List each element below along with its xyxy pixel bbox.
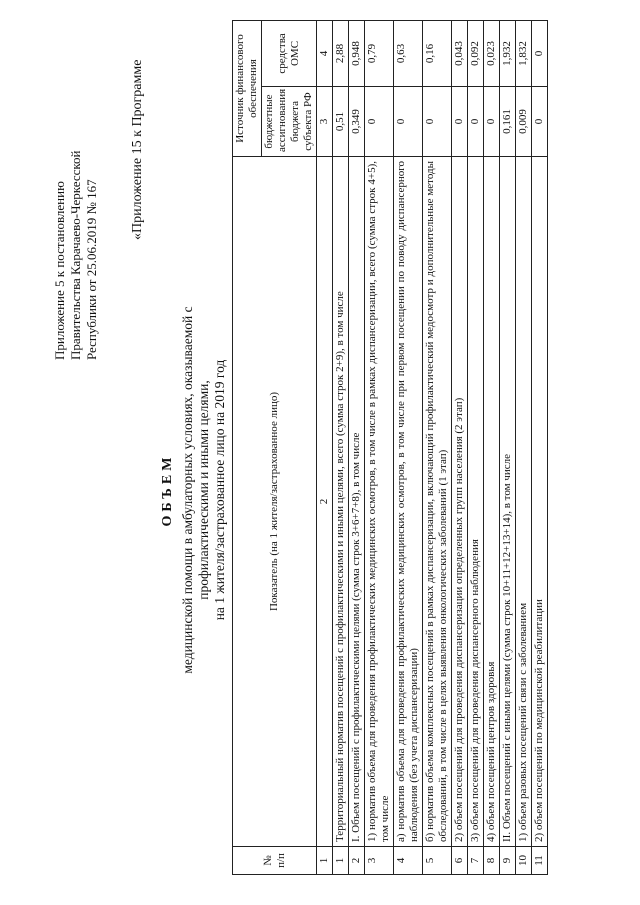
row-budget-value: 0 (484, 87, 500, 157)
row-indicator: 3) объем посещений для проведения диспансерного наблюдения (468, 157, 484, 847)
table-body (333, 21, 548, 875)
table-row (452, 21, 468, 875)
row-indicator: б) норматив объема комплексных посещений в рамках диспансеризации, включающий профилактический медосмотр и дополнительные методы обследований, в том числе в целях выявления онкологических заболеваний (1 этап) (423, 157, 452, 847)
column-index: 4 (317, 21, 333, 87)
row-indicator: II. Объем посещений с иными целями (сумма строк 10+11+12+13+14), в том числе (500, 157, 516, 847)
row-indicator: I. Объем посещений с профилактическими целями (сумма строк 3+6+7+8), в том числе (349, 157, 365, 847)
table-row (516, 21, 532, 875)
row-indicator: 4) объем посещений центров здоровья (484, 157, 500, 847)
column-index: 2 (317, 157, 333, 847)
row-oms-value: 0,63 (394, 21, 423, 87)
appendix-line: Правительства Карачаево-Черкесской (68, 150, 83, 360)
header-oms: средства ОМС (262, 21, 317, 87)
row-number: 10 (516, 847, 532, 875)
table-row (333, 21, 349, 875)
row-oms-value: 0,043 (452, 21, 468, 87)
appendix-note (52, 30, 100, 360)
column-index-row (317, 21, 333, 875)
row-budget-value: 0,009 (516, 87, 532, 157)
row-budget-value: 0 (468, 87, 484, 157)
row-number: 8 (484, 847, 500, 875)
column-index: 1 (317, 847, 333, 875)
table-row (468, 21, 484, 875)
row-oms-value: 0,948 (349, 21, 365, 87)
row-indicator: а) норматив объема для проведения профилактических медицинских осмотров, в том числе при первом посещении по поводу диспансерного наблюдения (без учета диспансеризации) (394, 157, 423, 847)
title-main: ОБЪЕМ (160, 453, 175, 527)
table-row (484, 21, 500, 875)
row-indicator: 1) объем разовых посещений связи с заболеванием (516, 157, 532, 847)
appendix-program-note: «Приложение 15 к Программе (130, 59, 145, 240)
row-oms-value: 0,023 (484, 21, 500, 87)
row-oms-value: 0,79 (365, 21, 394, 87)
row-budget-value: 0,349 (349, 87, 365, 157)
table-row (365, 21, 394, 875)
row-budget-value: 0,51 (333, 87, 349, 157)
appendix-line: Республики от 25.06.2019 № 167 (84, 179, 99, 360)
title-subtitle-line: медицинской помощи в амбулаторных условиях, оказываемой с профилактическими и иными целями, (180, 306, 211, 674)
appendix-line: Приложение 5 к постановлению (52, 181, 67, 360)
table-row (532, 21, 548, 875)
row-budget-value: 0,161 (500, 87, 516, 157)
row-oms-value: 0,16 (423, 21, 452, 87)
row-number: 6 (452, 847, 468, 875)
row-indicator: 1) норматив объема для проведения профилактических медицинских осмотров, в том числе в рамках диспансеризации, всего (сумма строк 4+5), том числе (365, 157, 394, 847)
row-oms-value: 0,092 (468, 21, 484, 87)
row-budget-value: 0 (452, 87, 468, 157)
column-index: 3 (317, 87, 333, 157)
row-indicator: 2) объем посещений для проведения диспансеризации определенных групп населения (2 этап) (452, 157, 468, 847)
row-oms-value: 2,88 (333, 21, 349, 87)
row-oms-value: 1,832 (516, 21, 532, 87)
row-number: 7 (468, 847, 484, 875)
table-row (349, 21, 365, 875)
row-budget-value: 0 (394, 87, 423, 157)
row-budget-value: 0 (423, 87, 452, 157)
row-oms-value: 0 (532, 21, 548, 87)
row-number: 5 (423, 847, 452, 875)
row-budget-value: 0 (532, 87, 548, 157)
row-number: 2 (349, 847, 365, 875)
row-oms-value: 1,932 (500, 21, 516, 87)
document-title (160, 260, 228, 720)
row-budget-value: 0 (365, 87, 394, 157)
row-number: 3 (365, 847, 394, 875)
title-subtitle-line: на 1 жителя/застрахованное лицо на 2019 год (212, 359, 227, 621)
table-row (394, 21, 423, 875)
row-number: 4 (394, 847, 423, 875)
volume-table (232, 20, 548, 875)
row-number: 11 (532, 847, 548, 875)
row-number: 9 (500, 847, 516, 875)
row-indicator: Территориальный норматив посещений с профилактическими и иными целями, всего (сумма строк 2+9), в том числе (333, 157, 349, 847)
table-row (500, 21, 516, 875)
header-num: № п/п (233, 847, 317, 875)
row-number: 1 (333, 847, 349, 875)
header-indicator: Показатель (на 1 жителя/застрахованное лицо) (233, 157, 317, 847)
row-indicator: 2) объем посещений по медицинской реабилитации (532, 157, 548, 847)
header-source: Источник финансового обеспечения (233, 21, 262, 157)
table-row (423, 21, 452, 875)
header-budget: бюджетные ассигнования бюджета субъекта РФ (262, 87, 317, 157)
